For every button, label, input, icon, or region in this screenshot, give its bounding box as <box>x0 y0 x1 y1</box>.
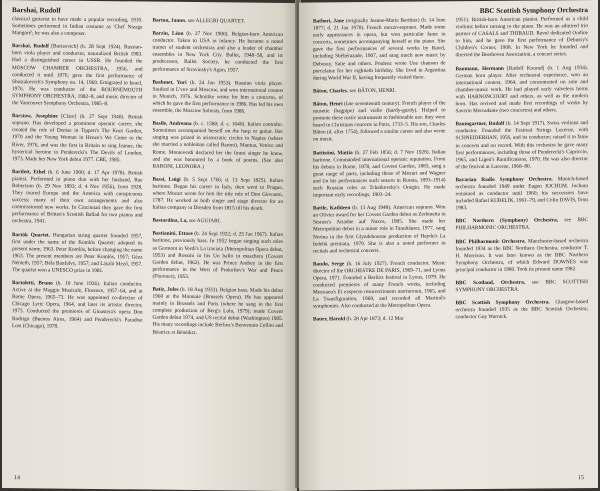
right-column-2 <box>456 16 589 329</box>
entry-text: see AGUJARI. <box>189 218 221 225</box>
entry-text: Manchester-based orchestra founded 1934 as the BBC Northern Orchestra, conductor T. H. Morrison. It was later known as the BBC Northern Symphony Orchestra, of which Edward DOWNES was principal conductor in 1980. Took its present name 1982. <box>455 237 588 274</box>
entry-text: (b. 6 June 1900; d. 17 Apr 1978). British pianist. Performed in piano duo with her husband, Rae Robertson (b. 29 Nov 1893; d. 4 Nov 1956), from 1928. They toured Europe and the America with conspicuous success; many of their own arrangements and also commissioned new works. In Cincinnati they gave the first performance of Britten's Scottish Ballad for two pianos and orchestra, 1941. <box>12 169 143 225</box>
entry-headword: Bartlett, Ethel <box>12 168 46 176</box>
entry-headword: Barshai, Rudolf <box>12 43 49 50</box>
entry-text: [Borisovich] (b. 28 Sept 1924). Russian-born viola player and conductor, naturalized British 1983. Had a distinguished career in USSR. He founded the MOSCOW CHAMBER ORCHESTRA, 1956, and conducted it until 1976; gave the first performance of Shostakovich's Symphony no. 14, 1969. Emigrated to Israel, 1976. He was conductor of the BOURNEMOUTH SYMPHONY ORCHESTRA, 1982–8, and music director of the Vancouver Symphony Orchestra, 1985–8. <box>12 43 143 108</box>
left-column-1 <box>12 16 143 342</box>
entry-text: see BBC PHILHARMONIC ORCHESTRA. <box>455 217 589 232</box>
dictionary-entry <box>313 87 446 95</box>
dictionary-entry <box>313 260 446 311</box>
entry-headword: BBC Scottish Symphony Orchestra. <box>455 299 550 307</box>
entry-text: Munich-based orchestra founded 1949 under Eugen JOCHUM. Jochum remained as conductor until 1960; his successors have included Rafael KUBELÍK, 1961–79, and Colin DAVIS, from 1983. <box>455 175 588 212</box>
dictionary-entry <box>456 238 589 275</box>
dictionary-entry <box>456 65 589 116</box>
entry-headword: Barstow, Josephine <box>12 113 58 120</box>
dictionary-entry <box>313 100 446 144</box>
entry-text: (b. c. 1580; d. c. 1640). Italian contralto. Sometimes accompanied herself on the harp or guitar. Her singing was prized in aristocratic circles in Naples (where she married a nobleman called Baroni), Mantua, Venice and Rome. Monteverdi declared her the finest singer he knew, and she was honoured by a book of poems. (See also BARONI, LEONORA.) <box>152 121 283 170</box>
entry-text: see BBC SCOTTISH SYMPHONY ORCHESTRA. <box>455 279 588 294</box>
entry-headword: Bastardina, La, <box>152 217 188 225</box>
dictionary-entry <box>456 217 589 232</box>
entry-headword: Bâton, Charles. <box>313 88 349 95</box>
dictionary-entry <box>153 287 284 338</box>
dictionary-entry <box>153 218 284 226</box>
left-column-2 <box>153 18 284 344</box>
entry-headword: Baudo, Serge <box>313 261 345 268</box>
entry-text: (b. 10 June 1926). Italian conductor. Active at the Maggio Musicale, Florence, 1957–64, and at Rome Opera, 1965–73. He was appointed co-director of Chicago Lyric Opera, 1964, and later its artistic director, 1975. Conducted the premieres of Ginastera's opera Don Rodrigo (Buenos Aires, 1964) and Penderecki's Paradise Lost (Chicago), 1978. <box>12 280 143 330</box>
entry-headword: Baumann, Hermann <box>455 65 504 72</box>
left-page-number: 14 <box>14 475 20 482</box>
entry-text: Hungarian string quartet founded 1957, first under the name of the Komlós Quartet; adopted its present name, 1963. Peter Komlós, before changing the name 1963. The present members are Peter Komlós, 1957; Géza Németh, 1957; Béla Banfalvy, 1957; and László Mező, 1957. The quartet won a UNESCO prize in 1981. <box>12 232 143 275</box>
entry-text: (b. 24 Jan 1953). Russian viola player. Studied in L'vov and Moscow, and won international contest in Munich, 1976. Schnittke wrote for him a concerto, of which he gave the first performance in 1986. Has led his own ensemble, the Moscow Soloists, from 1986. <box>152 79 283 115</box>
entry-headword: Bauer, Harold <box>313 316 346 323</box>
entry-headword: Barton, James. <box>152 17 187 24</box>
entry-headword: Basile, Andreana <box>152 120 192 128</box>
dictionary-entry <box>456 16 589 60</box>
dictionary-entry <box>12 232 143 276</box>
dictionary-entry <box>313 204 446 255</box>
entry-text: (b. 13 Aug 1948). American soprano. Won an Olivier award for her Covent Garden debut as Zerbinetta in Strauss's Ariadne auf Naxos, 1985. She made her Metropolitan debut in a minor role in Tannhäuser, 1977, sang Norina in the first Glyndebourne production of Haydn's La fedeltà premiata, 1979. She is also a noted performer in recitals and orchestral concerts. <box>313 204 446 255</box>
dictionary-entry <box>456 120 589 171</box>
dictionary-entry <box>153 79 284 116</box>
entry-headword: Bashmet, Yuri <box>152 79 187 86</box>
entry-text: (b. 16 July 1927). French conductor. Music director of the ORCHESTRE DE PARIS, 1969–71, and Lyons Opera, 1971. Founded a Berlioz festival in Lyons, 1979. He conducted premieres of many French works, including Messiaen's Et exspecto resurrectionem mortuorum, 1965, and La Transfiguration, 1969, and recorded all Martinů's symphonies. Also conducted at the Metropolitan Opera. <box>313 260 446 310</box>
dictionary-entry <box>153 231 284 282</box>
entry-headword: Batiz, Jules <box>152 286 179 293</box>
entry-headword: BBC Scotland, Orchestra, <box>455 279 526 287</box>
entry-text: (b. 5 Sept 1766; d. 13 Sept 1825). Italian baritone. Began his career in Italy, then went to Prague, where Mozart wrote for him the title role of Don Giovanni, 1787. He worked as both singer and stage director for an Italian company in Dresden from 1815 till his death. <box>152 176 284 212</box>
entry-text: [Clare] (b. 27 Sept 1940). British soprano. Has developed a prominent operatic career; she created the role of Denise in Tippett's The Knot Garden, 1970 and the Young Woman in Henze's We Come to the River, 1976, and was the first in Britain to sing Jeanne, the hysterical heroine in Penderecki's The Devils of Loudun, 1973. Made her New York debut 1977. CBE, 1985. <box>12 113 143 163</box>
entry-headword: Bastianini, Ettore <box>152 230 193 238</box>
dictionary-entry <box>153 121 284 172</box>
left-page <box>2 0 297 491</box>
left-columns <box>12 16 283 343</box>
entry-text: see ALLEGRI QUARTET. <box>187 17 245 25</box>
left-running-head: Barshai, Rudolf <box>12 6 61 15</box>
entry-headword: Baumgartner, Rudolf <box>455 121 505 128</box>
entry-headword: Bavarian Radio Symphony Orchestra. <box>455 176 553 184</box>
entry-headword: Bâton, Henri <box>313 101 343 108</box>
entry-text: (b. 28 Apr 1873; d. 12 Mar <box>346 316 404 323</box>
entry-text: (b. 18 Aug 1933). Belgian bass. Made his debut 1960 at the Monnaie (Brussels Opera). He has appeared mainly in Brussels and Paris (where he sang in the first complete production of Berg's Lulu, 1979); made Covent Garden debut 1974, and US recital debut (Washington) 1985. His many recordings include Berlioz's Benvenuto Cellini and Béatrice et Bénédict. <box>152 286 283 336</box>
right-page-number: 15 <box>578 475 584 482</box>
dictionary-entry <box>12 43 143 108</box>
dictionary-entry <box>456 299 589 321</box>
entry-text: classical guitarist to have made a popular recording, 1910. Sometimes performed in Indian costume as 'Chef Nizaga Mangoré'; he was also a composer. <box>12 16 143 38</box>
right-column-1 <box>313 17 446 330</box>
dictionary-entry <box>456 176 589 213</box>
entry-text: [Rudolf Konrad] (b. 1 Aug 1934). German horn player. After orchestral experience, won an international contest, 1964, and concentrated on solo and chamber-music work. He had played early valveless horns with HARNONCOURT and others, as well as the modern horn. Has revived and made first recordings of works by Saverio Mercadante (two concertos) and others. <box>455 64 588 115</box>
entry-text: 1951). British-born American pianist. Performed as a child violinist before turning to the piano. He was an admired trio partner of CASALS and THIBAUD. Ravel dedicated Ondine to him, and he gave the first performance of Debussy's Children's Corner, 1908. In New York he founded and directed the Beethoven Association, a concert series. <box>455 16 588 59</box>
entry-text: (b. 24 Sept 1922; d. 25 Jan 1967). Italian baritone, previously bass. In 1952 began singing such roles as Germont in Verdi's La traviata (Metropolitan Opera debut, 1953) and Rossini in his Un ballo in maschera (Covent Garden debut, 1962). He was Prince Andrey in the first performance in the West of Prokofiev's War and Peace (Florence), 1953. <box>152 231 283 280</box>
right-columns <box>313 16 588 330</box>
dictionary-entry <box>12 169 143 227</box>
entry-text: see BÂTON, HENRI. <box>349 87 396 95</box>
dictionary-entry <box>313 316 446 324</box>
dictionary-entry <box>153 31 284 75</box>
entry-text: (late seventeenth century). French player of the musette (bagpipe) and vielle (hurdy-gurdy). Helped to promote these rustic instruments to fashionable use: they were heard in Christmas concerts in Paris, 1733–5. His son, Charles Bâton (d. after 1754), followed a similar career and also wrote on music. <box>313 100 446 143</box>
entry-headword: BBC Northern (Symphony) Orchestra, <box>455 217 559 225</box>
entry-text: (b. 27 Feb 1856; d. 7 Nov 1928). Italian baritone. Commanded international operatic reputation. From his debuts in Rome, 1878, and Covent Garden, 1883, sang a great range of parts, including those of Mozart and Wagner and (in his performances such season in Russia, 1893–1914) such Russian roles as Tchaikovsky's Onegin. He made important early recordings, 1903–24. <box>313 148 446 199</box>
entry-text: Glasgow-based orchestra founded 1935 as the BBC Scottish Orchestra; conductor Guy Warrack. <box>455 299 588 321</box>
entry-headword: Bartók Quartet. <box>12 231 50 239</box>
dictionary-entry <box>12 280 143 331</box>
entry-text: (b. 14 Sept 1917). Swiss violinist and conductor. Founded the Festival Strings Lucerne, with SCHNEIDERHAN, 1956, and its conductor; raised it to fame in concerts and on record. With this orchestra he gave many first performances, including those of Penderecki's Capriccio, 1965, and Ligeti's Ramifications, 1970. He was also director of the festival at Lucerne, 1968–80. <box>455 120 588 171</box>
entry-headword: Battle, Kathleen <box>313 205 351 212</box>
dictionary-entry <box>153 176 284 213</box>
entry-text: (originally Jeanne-Marie Berthier) (b. 14 June 1877; d. 21 Jan 1970). French mezzo-soprano. Made some early appearances in opera, but won particular fame in concerts, sometimes accompanying herself at the piano. She gave the first performances of several works by Ravel, including Shéhérazade, 1907, and sang much new music by Debussy, Satie and others. Poulenc wrote Une chanson de porcelaine for her eightieth birthday. She lived in Argentina during World War II, having frequently visited there. <box>313 17 446 82</box>
dictionary-entry <box>313 17 446 82</box>
entry-headword: Bathori, Jane <box>313 18 345 25</box>
dictionary-entry <box>153 18 284 26</box>
dictionary-entry <box>456 279 589 294</box>
right-running-head: BBC Scottish Symphony Orchestra <box>479 6 588 16</box>
dictionary-entry <box>12 16 143 39</box>
entry-headword: Battistini, Mattia <box>313 149 353 156</box>
entry-headword: Bartoletti, Bruno <box>12 280 53 287</box>
dictionary-entry <box>12 113 143 164</box>
entry-headword: Bassi, Luigi <box>152 176 181 183</box>
dictionary-entry <box>313 149 446 200</box>
right-page <box>299 0 598 491</box>
entry-headword: BBC Philharmonic Orchestra. <box>455 238 526 245</box>
entry-text: (b. 27 Nov 1900). Belgian-born American conductor. Taken to USA in infancy. He became a noted trainer of student orchestras and also a leader of chamber ensembles in New York City. Ballet, 1948–58, and its predecessor, Ballet Society, he conducted the first performance of Stravinsky's Agon, 1957. <box>152 31 283 74</box>
entry-headword: Barzin, Léon <box>152 30 184 37</box>
